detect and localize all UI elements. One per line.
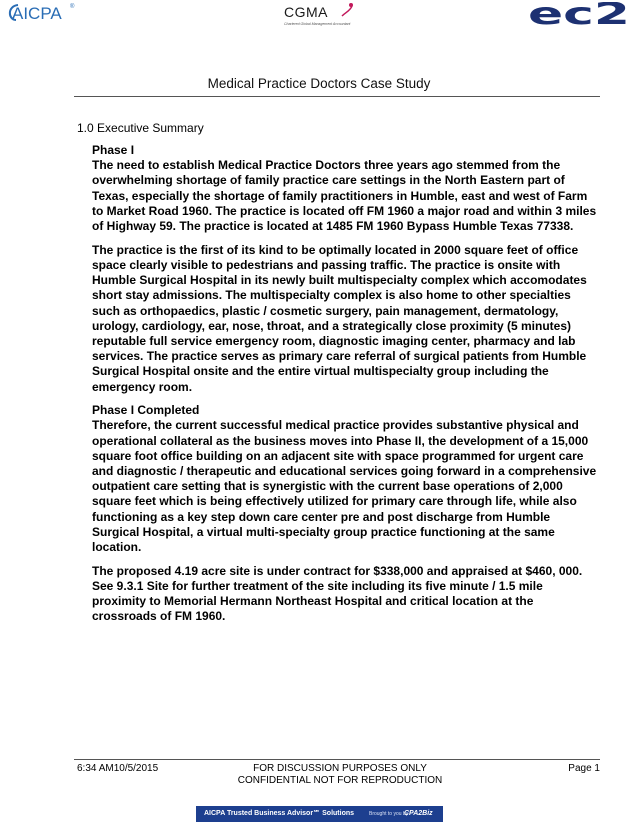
document-body — [92, 143, 600, 633]
paragraph-site — [92, 564, 600, 625]
ec2-logo-text: ec2 — [528, 2, 630, 26]
header-divider — [74, 96, 600, 97]
footer-page-number: Page 1 — [568, 763, 600, 774]
aicpa-logo — [6, 0, 78, 24]
banner-solutions-text: AICPA Trusted Business Advisor℠ Solutions — [204, 810, 355, 817]
footer-notice — [200, 763, 480, 787]
footer-notice-line-2: CONFIDENTIAL NOT FOR REPRODUCTION — [237, 775, 443, 786]
paragraph-phase-1-completed — [92, 403, 600, 555]
cgma-logo — [284, 0, 362, 32]
cgma-swirl-icon — [340, 2, 354, 18]
footer-notice-line-1: FOR DISCUSSION PURPOSES ONLY — [253, 763, 427, 774]
ec2-logo — [528, 2, 632, 26]
phase-1-text: The need to establish Medical Practice Doctors three years ago stemmed from the overwhelming shortage of family practice care settings in the North Eastern part of Texas, especially the shortage of family practitioners in Humble, east and west of Farm to Market Road 1960. The practice is located off FM 1960 a major road and within 3 miles of Highway 59. The practice is located at 1485 FM 1960 Bypass Humble Texas 77338. — [92, 158, 597, 234]
cpa2biz-banner — [196, 806, 443, 822]
footer-divider — [74, 759, 600, 760]
document-title: Medical Practice Doctors Case Study — [207, 76, 431, 91]
footer-timestamp: 6:34 AM10/5/2015 — [77, 763, 159, 774]
aicpa-logo-text: AICPA — [12, 4, 62, 23]
paragraph-location — [92, 243, 600, 395]
site-text: The proposed 4.19 acre site is under contract for $338,000 and appraised at $460, 000. See 9.3.1 Site for further treatment of the site including its five minute / 1.5 mile proximity to Memorial Hermann Northeast Hospital and critical location at the crossroads of FM 1960. — [92, 563, 583, 624]
phase-1-label: Phase I — [92, 143, 135, 157]
phase-1-completed-text: Therefore, the current successful medical practice provides substantive physical and operational collateral as the business moves into Phase II, the development of a 15,000 square foot office building on an adjacent site with space programmed for urgent care and diagnostic / therapeutic and educational services going forward in a comprehensive outpatient care setting that is synergistic with the current base operations of 2,000 square feet which is being effectively utilized for primary care through life, while also functioning as a key step down care center pre and post discharge from Humble Surgical Hospital, a virtual multi-specialty group practice functioning at the same location. — [92, 418, 597, 555]
cgma-tagline: Chartered Global Management Accountant — [284, 22, 351, 26]
cpa2biz-logo: CPA2Biz — [404, 810, 433, 817]
aicpa-registered-mark: ® — [70, 4, 75, 10]
cgma-logo-text: CGMA — [284, 4, 328, 20]
location-text: The practice is the first of its kind to be optimally located in 2000 square feet of office space clearly visible to pedestrians and passing traffic. The practice is onsite with Humble Surgical Hospital in its newly built multispecialty complex which accomodates short stay admissions. The multispecialty complex is also home to other specialties such as orthopaedics, plastic / cosmetic surgery, pain management, dermatology, urology, cardiology, ear, nose, throat, and a strategically close proximity (5 minutes) reputable full service emergency room, diagnostic imaging center, pharmacy and lab services. The practice serves as primary care referral of surgical patients from Humble Surgical Hospital onsite and the entire virtual multispecialty group including the emergency room. — [92, 242, 587, 394]
phase-1-completed-label: Phase I Completed — [92, 403, 200, 418]
paragraph-phase-1 — [92, 143, 600, 234]
banner-brought-by-text: Brought to you by — [369, 811, 409, 817]
section-heading: 1.0 Executive Summary — [77, 121, 204, 135]
